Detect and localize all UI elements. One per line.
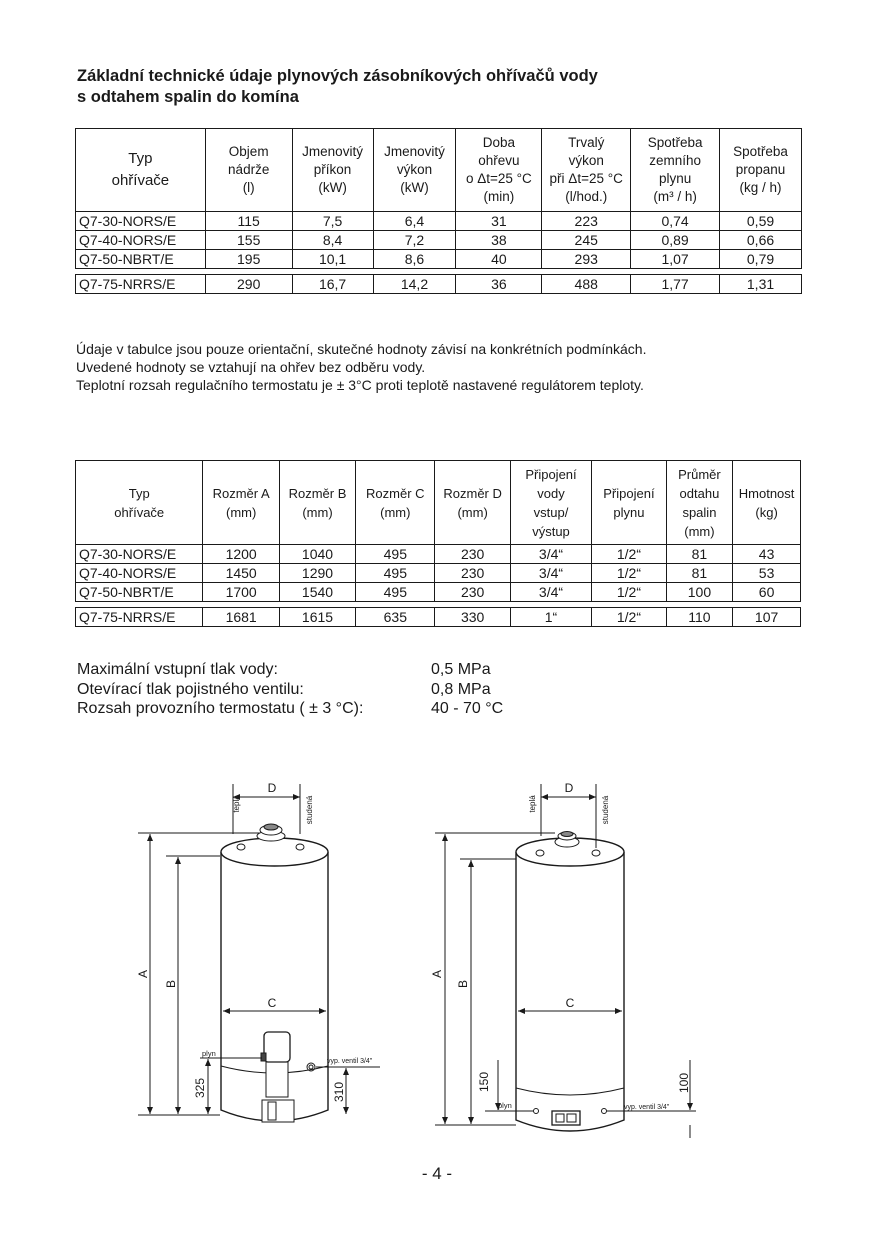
model-cell: Q7-30-NORS/E (76, 545, 203, 564)
value-cell: 60 (733, 583, 801, 602)
right-heater-labels (430, 781, 691, 1111)
value-cell: 1/2“ (592, 583, 667, 602)
dim-c-label: C (267, 996, 277, 1010)
header-line: Jmenovitý (384, 144, 445, 159)
header-line: při Δt=25 °C (549, 171, 623, 186)
dim-c-label: C (565, 996, 575, 1010)
header-line: příkon (313, 162, 352, 177)
column-header (373, 129, 456, 212)
model-cell: Q7-40-NORS/E (76, 231, 206, 250)
value-cell: 495 (356, 564, 435, 583)
header-line: výstup (532, 523, 570, 539)
table-row (76, 212, 802, 231)
header-line: Spotřeba (647, 135, 703, 150)
value-cell: 110 (666, 608, 733, 627)
header-line: spalin (682, 504, 717, 520)
model-cell: Q7-75-NRRS/E (76, 608, 203, 627)
dim-a-label: A (136, 969, 150, 979)
value-cell: 0,59 (720, 212, 802, 231)
header-line: výkon (396, 162, 433, 177)
page-number: - 4 - (421, 1164, 453, 1183)
title-line-1: Základní technické údaje plynových zásobníkových ohřívačů vody (77, 67, 598, 85)
header-line: plynu (658, 171, 692, 186)
value-cell: 1/2“ (592, 608, 667, 627)
value-cell: 245 (542, 231, 631, 250)
value-cell: 38 (456, 231, 542, 250)
header-line: (kg) (755, 504, 778, 520)
header-line: Typ (128, 485, 150, 501)
dim-d-label: D (267, 781, 277, 795)
dim-b-label: B (456, 979, 470, 989)
header-line: (l/hod.) (565, 189, 608, 204)
dimensions-table (75, 460, 801, 627)
header-line: Rozměr B (288, 485, 347, 501)
column-header (435, 461, 510, 545)
table-row (76, 564, 801, 583)
header-line: (mm) (457, 504, 488, 520)
value-cell: 8,4 (292, 231, 373, 250)
value-cell: 7,2 (373, 231, 456, 250)
gas-label: plyn (498, 1101, 512, 1110)
header-line: ohřívače (111, 172, 170, 189)
column-header (631, 129, 720, 212)
header-line: odtahu (679, 485, 720, 501)
hot-water-label: teplá (232, 795, 241, 813)
column-header (456, 129, 542, 212)
title-line-2: s odtahem spalin do komína (77, 88, 299, 106)
performance-table (75, 128, 802, 294)
valve-height-label: 310 (332, 1081, 346, 1103)
value-cell: 43 (733, 545, 801, 564)
header-line: Rozměr A (212, 485, 270, 501)
value-cell: 230 (435, 545, 510, 564)
header-line: (mm) (684, 523, 715, 539)
header-line: (kg / h) (739, 180, 782, 195)
header-line: Průměr (678, 466, 721, 482)
header-line: Rozměr D (443, 485, 502, 501)
column-header (542, 129, 631, 212)
value-cell: 635 (356, 608, 435, 627)
value-cell: 230 (435, 564, 510, 583)
value-cell: 81 (666, 545, 733, 564)
column-header (733, 461, 801, 545)
table-header-row (76, 461, 801, 545)
value-cell: 1615 (279, 608, 355, 627)
right-heater-drawing (435, 784, 696, 1138)
value-cell: 195 (205, 250, 292, 269)
header-line: vstup/ (533, 504, 569, 520)
left-heater-labels (136, 781, 373, 1102)
value-cell: 223 (542, 212, 631, 231)
header-line: (m³ / h) (653, 189, 697, 204)
value-cell: 1/2“ (592, 545, 667, 564)
header-line: Hmotnost (738, 485, 795, 501)
table-row (76, 231, 802, 250)
value-cell: 53 (733, 564, 801, 583)
header-line: vody (537, 485, 565, 501)
header-line: (kW) (318, 180, 347, 195)
header-line: Připojení (603, 485, 655, 501)
value-cell: 1200 (203, 545, 279, 564)
parameter-value: 0,8 MPa (431, 680, 491, 698)
column-header (205, 129, 292, 212)
model-cell: Q7-50-NBRT/E (76, 250, 206, 269)
parameter-value: 0,5 MPa (431, 661, 491, 678)
table-row (76, 608, 801, 627)
header-line: zemního (649, 153, 701, 168)
header-line: (mm) (380, 504, 411, 520)
model-cell: Q7-75-NRRS/E (76, 275, 206, 294)
valve-height-label: 100 (677, 1072, 691, 1094)
header-line: ohřívače (114, 504, 165, 520)
gas-label: plyn (202, 1049, 216, 1058)
cold-water-label: studená (305, 795, 314, 825)
cold-water-label: studená (601, 795, 610, 825)
header-line: nádrže (228, 162, 270, 177)
header-line: Trvalý (568, 135, 605, 150)
header-line: (min) (483, 189, 515, 204)
value-cell: 0,66 (720, 231, 802, 250)
value-cell: 1,77 (631, 275, 720, 294)
value-cell: 8,6 (373, 250, 456, 269)
parameter-label: Otevírací tlak pojistného ventilu: (77, 680, 304, 698)
model-cell: Q7-50-NBRT/E (76, 583, 203, 602)
value-cell: 1290 (279, 564, 355, 583)
value-cell: 40 (456, 250, 542, 269)
gas-height-label: 325 (193, 1077, 207, 1099)
table-row (76, 583, 801, 602)
header-line: plynu (613, 504, 645, 520)
header-line: (kW) (400, 180, 429, 195)
note-line: Uvedené hodnoty se vztahují na ohřev bez odběru vody. (76, 359, 426, 375)
gas-height-label: 150 (477, 1071, 491, 1093)
header-line: (l) (242, 180, 255, 195)
value-cell: 1450 (203, 564, 279, 583)
header-line: Objem (228, 144, 269, 159)
table-row (76, 545, 801, 564)
parameter-label: Maximální vstupní tlak vody: (77, 661, 278, 678)
value-cell: 1“ (510, 608, 591, 627)
value-cell: 115 (205, 212, 292, 231)
value-cell: 0,79 (720, 250, 802, 269)
value-cell: 1,07 (631, 250, 720, 269)
value-cell: 16,7 (292, 275, 373, 294)
note-line: Údaje v tabulce jsou pouze orientační, skutečné hodnoty závisí na konkrétních podmínkách. (76, 341, 647, 357)
parameter-value: 40 - 70 °C (431, 700, 504, 717)
value-cell: 3/4“ (510, 545, 591, 564)
valve-label: vyp. ventil 3/4" (624, 1104, 670, 1111)
dim-b-label: B (164, 979, 178, 989)
header-line: Typ (128, 150, 153, 167)
value-cell: 293 (542, 250, 631, 269)
value-cell: 107 (733, 608, 801, 627)
value-cell: 1/2“ (592, 564, 667, 583)
value-cell: 6,4 (373, 212, 456, 231)
parameter-label: Rozsah provozního termostatu ( ± 3 °C): (77, 700, 364, 717)
column-header (203, 461, 279, 545)
value-cell: 14,2 (373, 275, 456, 294)
table-row (76, 250, 802, 269)
column-header (292, 129, 373, 212)
value-cell: 36 (456, 275, 542, 294)
column-header (666, 461, 733, 545)
header-line: Rozměr C (366, 485, 425, 501)
value-cell: 0,89 (631, 231, 720, 250)
heater-dimension-drawings (130, 770, 710, 1150)
header-line: (mm) (302, 504, 333, 520)
value-cell: 3/4“ (510, 583, 591, 602)
value-cell: 0,74 (631, 212, 720, 231)
value-cell: 1,31 (720, 275, 802, 294)
column-header (76, 461, 203, 545)
header-line: Doba (482, 135, 516, 150)
header-line: Připojení (525, 466, 577, 482)
column-header (720, 129, 802, 212)
header-line: Spotřeba (733, 144, 788, 159)
dim-a-label: A (430, 969, 444, 979)
value-cell: 1681 (203, 608, 279, 627)
value-cell: 495 (356, 545, 435, 564)
value-cell: 155 (205, 231, 292, 250)
value-cell: 330 (435, 608, 510, 627)
model-cell: Q7-40-NORS/E (76, 564, 203, 583)
header-line: ohřevu (478, 153, 520, 168)
dim-d-label: D (564, 781, 574, 795)
column-header (279, 461, 355, 545)
page-title (77, 66, 598, 108)
parameter-row (77, 699, 503, 719)
value-cell: 31 (456, 212, 542, 231)
value-cell: 230 (435, 583, 510, 602)
header-line: (mm) (225, 504, 257, 520)
value-cell: 488 (542, 275, 631, 294)
model-cell: Q7-30-NORS/E (76, 212, 206, 231)
value-cell: 495 (356, 583, 435, 602)
value-cell: 290 (205, 275, 292, 294)
value-cell: 1700 (203, 583, 279, 602)
header-line: výkon (568, 153, 604, 168)
parameter-row (77, 660, 503, 680)
column-header (510, 461, 591, 545)
header-line: Jmenovitý (302, 144, 363, 159)
value-cell: 100 (666, 583, 733, 602)
value-cell: 1540 (279, 583, 355, 602)
column-header (76, 129, 206, 212)
column-header (592, 461, 667, 545)
table-notes (76, 340, 646, 394)
value-cell: 7,5 (292, 212, 373, 231)
value-cell: 10,1 (292, 250, 373, 269)
value-cell: 81 (666, 564, 733, 583)
table-header-row (76, 129, 802, 212)
left-heater-drawing (138, 784, 380, 1122)
value-cell: 3/4“ (510, 564, 591, 583)
column-header (356, 461, 435, 545)
value-cell: 1040 (279, 545, 355, 564)
header-line: propanu (735, 162, 786, 177)
valve-label: vyp. ventil 3/4" (327, 1058, 373, 1065)
hot-water-label: teplá (528, 795, 537, 813)
table-row (76, 275, 802, 294)
parameter-row (77, 680, 503, 700)
note-line: Teplotní rozsah regulačního termostatu je ± 3°C proti teplotě nastavené regulátorem teploty. (76, 377, 644, 393)
header-line: o Δt=25 °C (465, 171, 532, 186)
parameters-list (77, 660, 503, 719)
